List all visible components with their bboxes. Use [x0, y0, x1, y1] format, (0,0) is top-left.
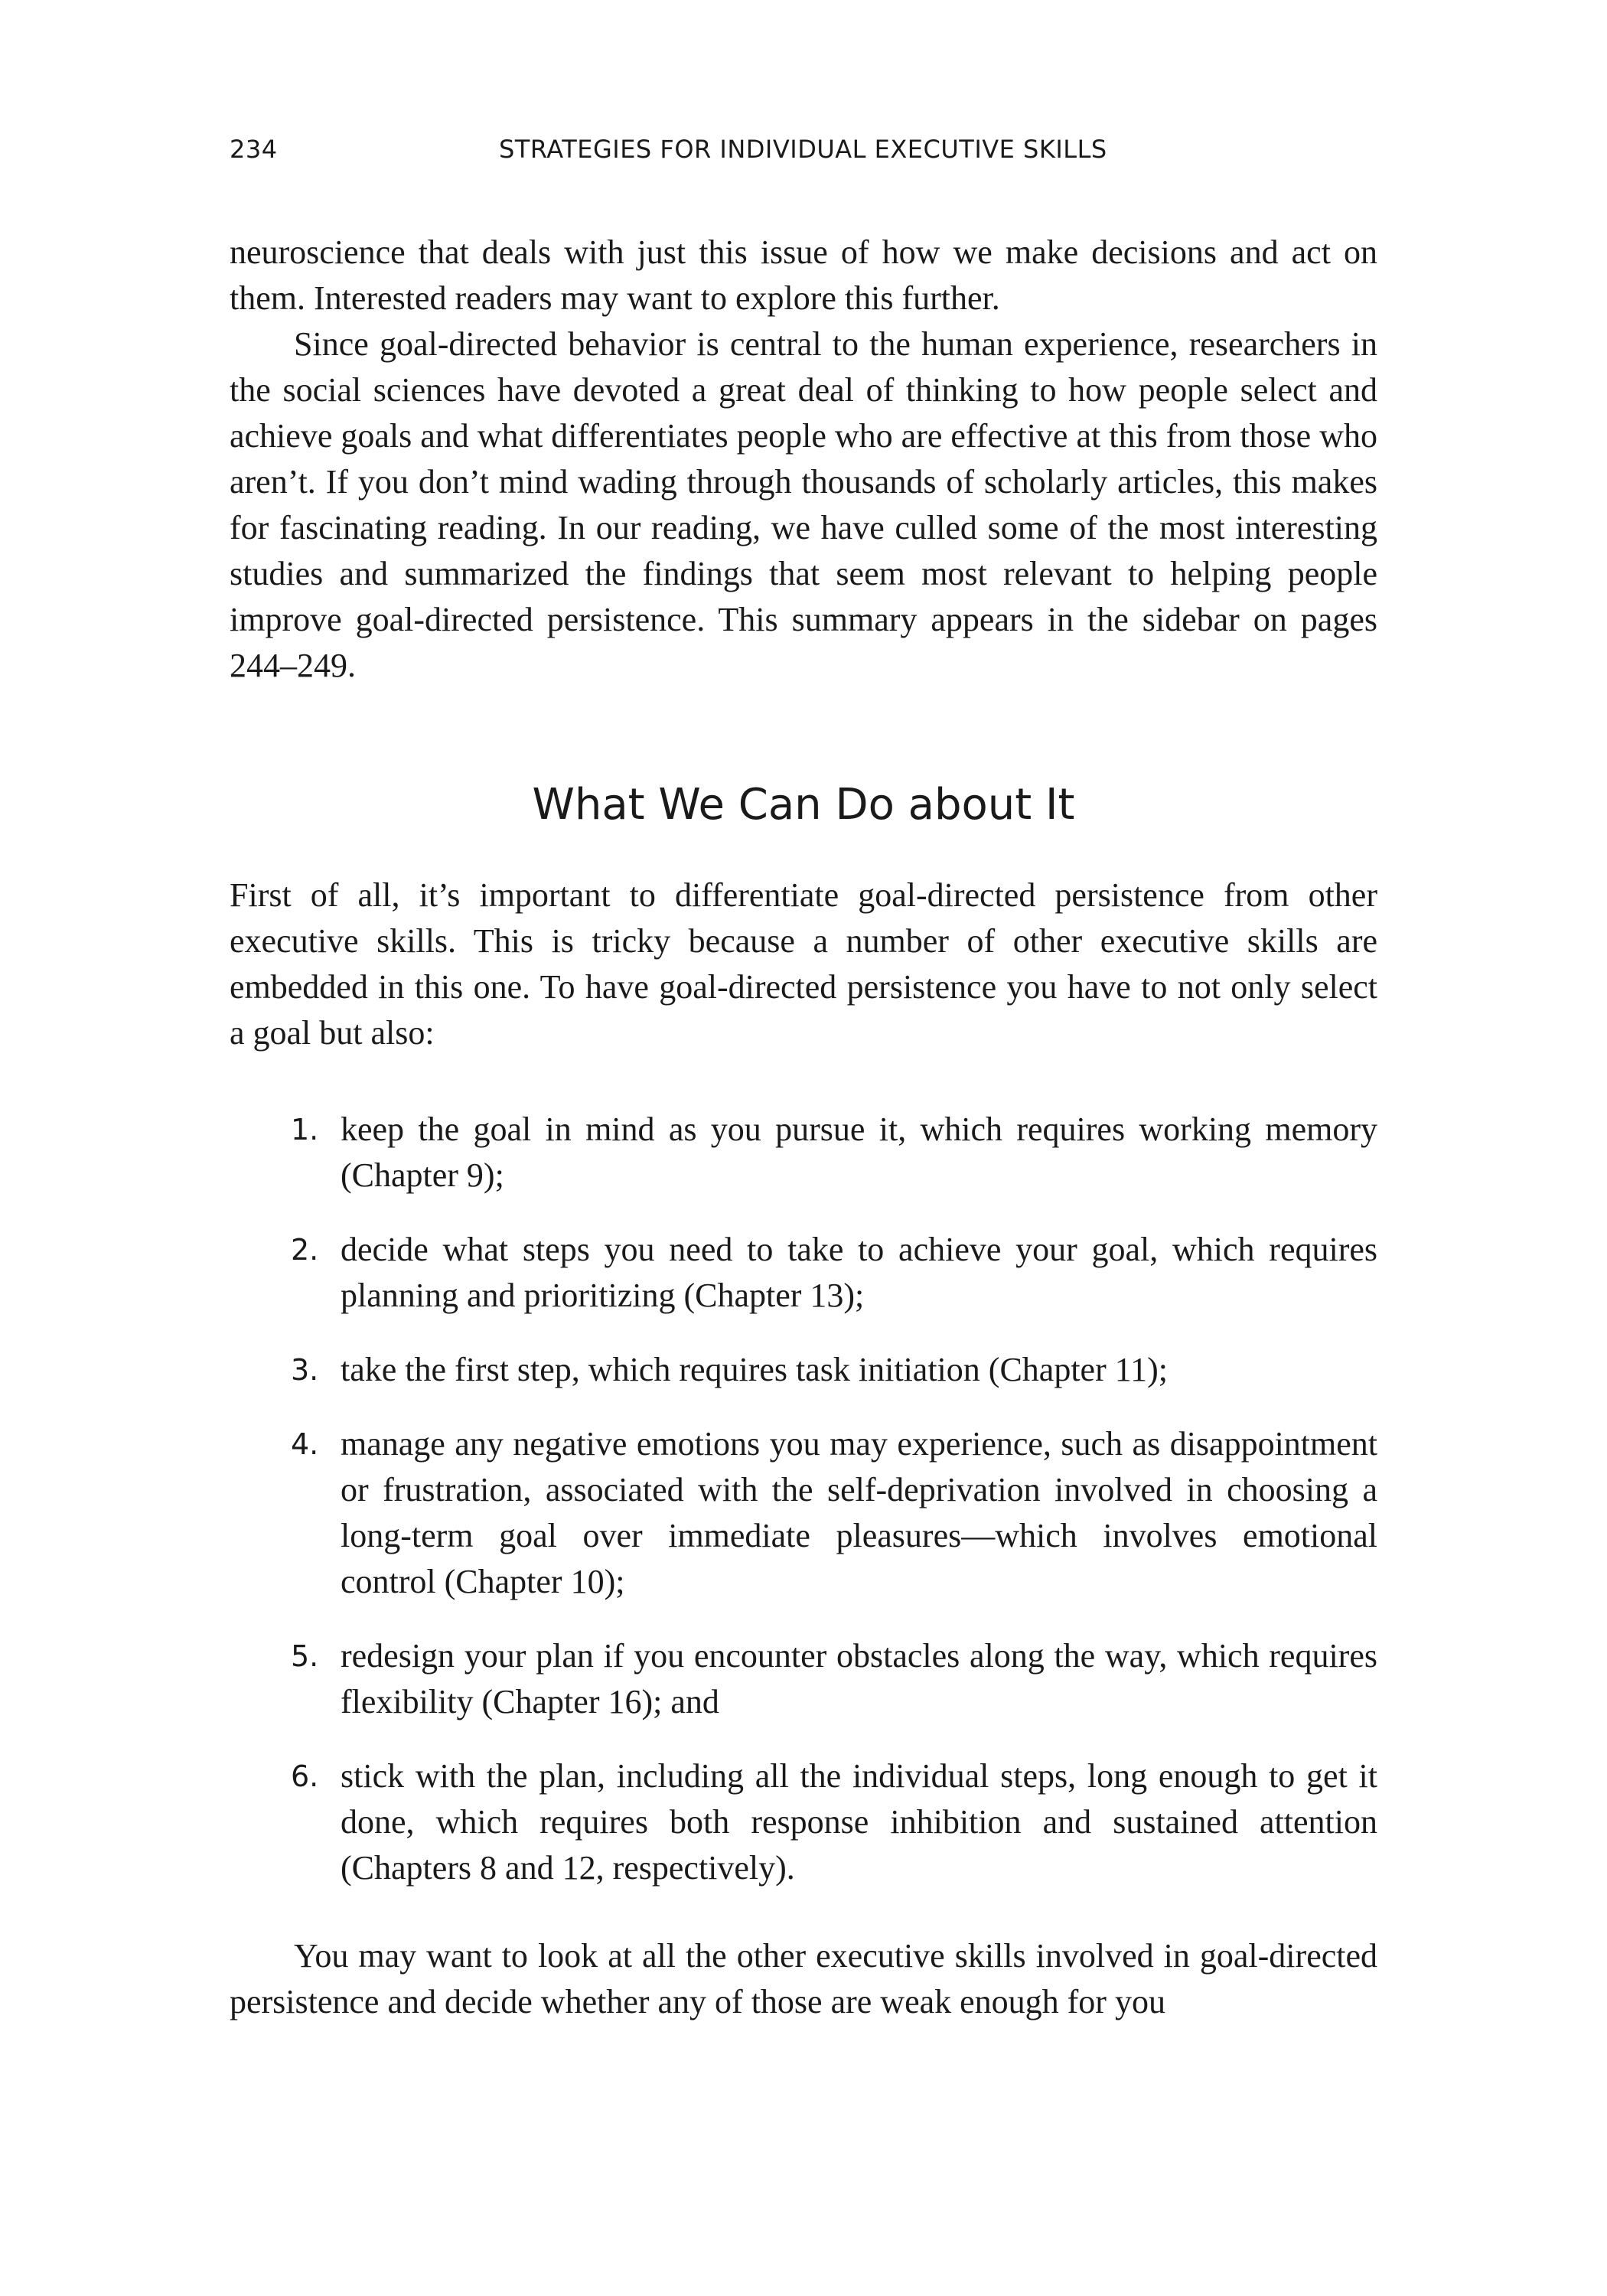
- list-item-text: decide what steps you need to take to achieve your goal, which requires planning and prioritizing (Chapter 13);: [341, 1231, 1377, 1314]
- list-number: 6.: [291, 1760, 319, 1793]
- continuation-paragraph: neuroscience that deals with just this issue of how we make decisions and act on them. Interested readers may want to explore this further.: [230, 233, 1377, 317]
- running-head: [230, 135, 1377, 173]
- list-item: [230, 1107, 1377, 1199]
- list-number: 2.: [291, 1233, 319, 1267]
- list-number: 3.: [291, 1353, 319, 1387]
- opening-paragraphs: [230, 230, 1377, 689]
- list-item-text: keep the goal in mind as you pursue it, which requires working memory (Chapter 9);: [341, 1110, 1377, 1194]
- running-title: STRATEGIES FOR INDIVIDUAL EXECUTIVE SKILLS: [499, 135, 1107, 164]
- intro-paragraph: First of all, it’s important to differentiate goal-directed persistence from other executive skills. This is tricky because a number of other executive skills are embedded in this one. To have goal-directed persistence you have to not only select a goal but also:: [230, 876, 1377, 1052]
- closing-paragraph: You may want to look at all the other executive skills involved in goal-directed persistence and decide whether any of those are weak enough for you: [230, 1937, 1377, 2020]
- section-heading: What We Can Do about It: [532, 780, 1075, 830]
- page-number: 234: [230, 135, 278, 164]
- list-item-text: redesign your plan if you encounter obstacles along the way, which requires flexibility (Chapter 16); and: [341, 1637, 1377, 1720]
- list-item: [230, 1347, 1377, 1393]
- list-number: 4.: [291, 1427, 319, 1461]
- list-number: 5.: [291, 1639, 319, 1673]
- body-paragraph: Since goal-directed behavior is central to the human experience, researchers in the social sciences have devoted a great deal of thinking to how people select and achieve goals and what differentiates people who are effective at this from those who aren’t. If you don’t mind wading through thousands of scholarly articles, this makes for fascinating reading. In our reading, we have culled some of the most interesting studies and summarized the findings that seem most relevant to helping people improve goal-directed persistence. This summary appears in the sidebar on pages 244–249.: [230, 325, 1377, 684]
- list-item: [230, 1753, 1377, 1891]
- list-item: [230, 1633, 1377, 1725]
- list-number: 1.: [291, 1113, 319, 1146]
- list-item-text: take the first step, which requires task initiation (Chapter 11);: [341, 1351, 1168, 1388]
- list-item-text: stick with the plan, including all the individual steps, long enough to get it done, which requires both response inhibition and sustained attention (Chapters 8 and 12, respectively).: [341, 1757, 1377, 1887]
- list-item: [230, 1227, 1377, 1319]
- numbered-list: [230, 1107, 1377, 1919]
- list-item-text: manage any negative emotions you may experience, such as disappointment or frustration, associated with the self-deprivation involved in choosing a long-term goal over immediate pleasures—which involves emotional control (Chapter 10);: [341, 1425, 1377, 1600]
- list-item: [230, 1421, 1377, 1605]
- book-page: [230, 0, 1377, 2296]
